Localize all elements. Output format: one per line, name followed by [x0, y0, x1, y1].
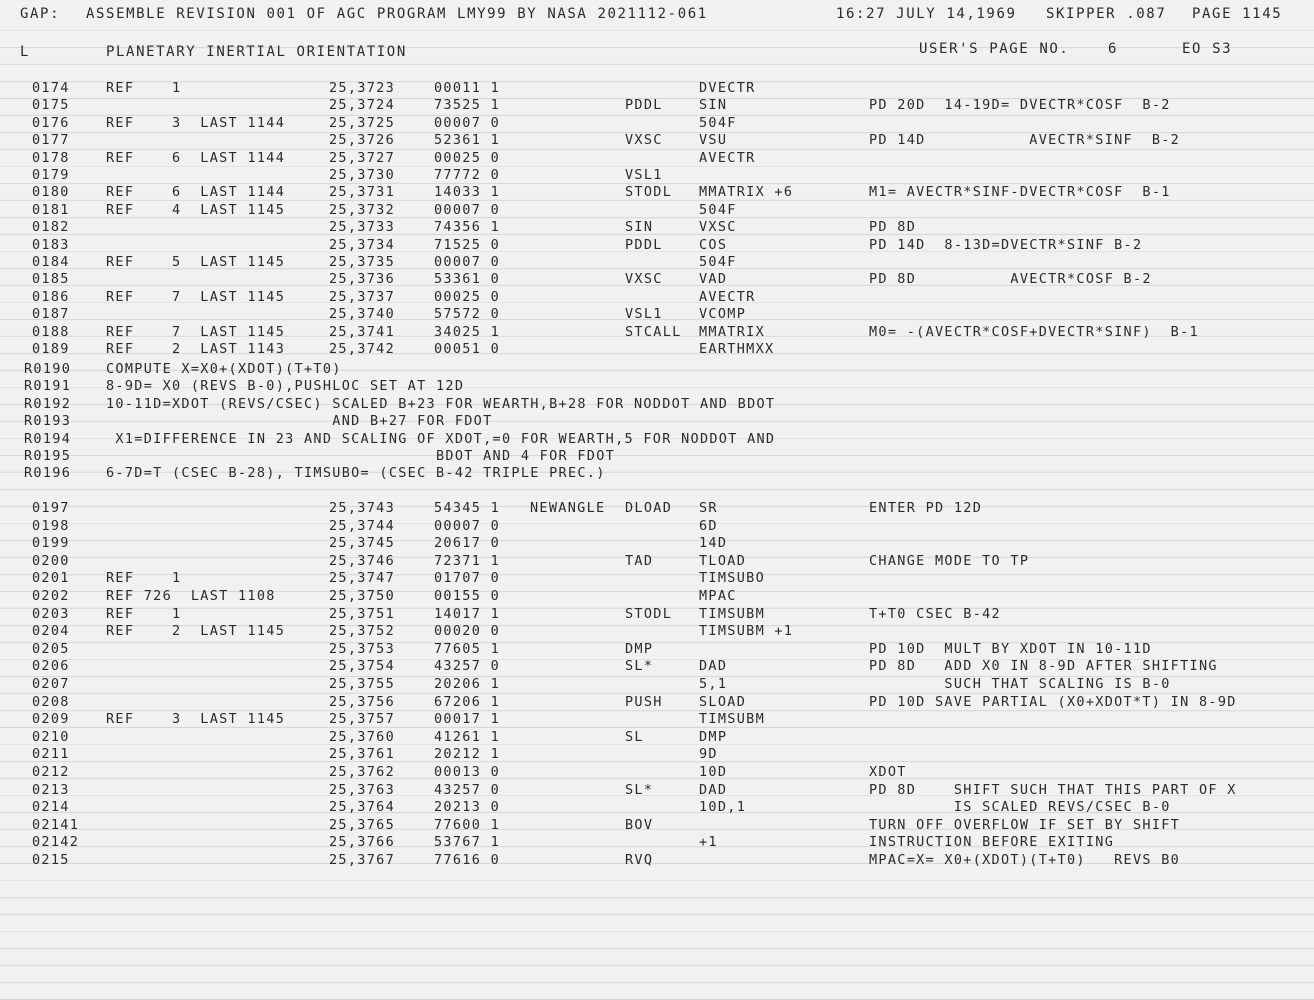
operand: DAD [699, 658, 728, 675]
opcode: VSL1 [625, 306, 663, 323]
address: 25,3761 [329, 746, 395, 763]
ref-info: REF 7 LAST 1145 [106, 288, 286, 305]
octal-word: 20212 1 [434, 746, 500, 763]
address: 25,3735 [329, 254, 395, 270]
opcode: RVQ [625, 852, 654, 868]
address: 25,3743 [329, 500, 395, 516]
comment: CHANGE MODE TO TP [869, 552, 1030, 569]
address: 25,3741 [329, 323, 395, 340]
address: 25,3726 [329, 132, 395, 149]
octal-word: 53767 1 [434, 834, 500, 851]
address: 25,3736 [329, 271, 395, 288]
remark-line-number: R0191 [24, 378, 72, 395]
line-number: 0205 [32, 640, 70, 657]
line-number: 0182 [32, 219, 70, 236]
octal-word: 57572 0 [434, 306, 500, 323]
octal-word: 00051 0 [434, 341, 500, 357]
line-number: 0209 [32, 711, 70, 728]
operand: 10D,1 [699, 799, 747, 816]
line-number: 0213 [32, 781, 70, 798]
line-number: 0203 [32, 605, 70, 622]
listing-row [0, 150, 1314, 167]
address: 25,3753 [329, 640, 395, 657]
remark-row [0, 396, 1314, 413]
opcode: VXSC [625, 132, 663, 149]
ref-info: REF 3 LAST 1144 [106, 114, 286, 131]
octal-word: 77605 1 [434, 640, 500, 657]
address: 25,3766 [329, 834, 395, 851]
listing-row [0, 167, 1314, 184]
remark-text: COMPUTE X=X0+(XDOT)(T+T0) [106, 361, 342, 377]
opcode: BOV [625, 816, 654, 833]
line-number: 0202 [32, 588, 70, 604]
listing-row [0, 570, 1314, 587]
operand: MPAC [699, 588, 737, 604]
listing-row [0, 658, 1314, 675]
line-number: 0180 [32, 184, 70, 201]
operand: SR [699, 500, 718, 516]
page-number: PAGE 1145 [1192, 6, 1283, 22]
line-number: 0178 [32, 149, 70, 166]
listing-row [0, 782, 1314, 799]
octal-word: 20213 0 [434, 799, 500, 816]
operand: VXSC [699, 219, 737, 236]
remark-line-number: R0194 [24, 430, 72, 447]
operand: TIMSUBM [699, 605, 765, 622]
users-page-number: 6 [1108, 41, 1119, 57]
line-number: 0176 [32, 114, 70, 131]
ref-info: REF 726 LAST 1108 [106, 588, 276, 604]
address: 25,3744 [329, 517, 395, 534]
address: 25,3740 [329, 306, 395, 323]
listing-row [0, 271, 1314, 288]
listing-row [0, 711, 1314, 728]
address: 25,3737 [329, 288, 395, 305]
address: 25,3757 [329, 711, 395, 728]
listing-row [0, 588, 1314, 605]
address: 25,3767 [329, 852, 395, 868]
operand: DAD [699, 781, 728, 798]
address: 25,3734 [329, 236, 395, 253]
operand: EARTHMXX [699, 341, 775, 357]
octal-word: 14017 1 [434, 605, 500, 622]
octal-word: 01707 0 [434, 570, 500, 587]
octal-word: 43257 0 [434, 781, 500, 798]
listing-row [0, 97, 1314, 114]
ref-info: REF 1 [106, 80, 182, 96]
line-number: 0197 [32, 500, 70, 516]
ref-info: REF 6 LAST 1144 [106, 184, 286, 201]
octal-word: 77600 1 [434, 816, 500, 833]
comment: M0= -(AVECTR*COSF+DVECTR*SINF) B-1 [869, 323, 1199, 340]
listing-row [0, 324, 1314, 341]
listing-row [0, 764, 1314, 781]
section-title: PLANETARY INERTIAL ORIENTATION [106, 44, 407, 60]
assembly-title: ASSEMBLE REVISION 001 OF AGC PROGRAM LMY99 BY NASA 2021112-061 [86, 6, 708, 22]
listing-row [0, 184, 1314, 201]
octal-word: 00013 0 [434, 764, 500, 780]
line-number: 0189 [32, 341, 70, 357]
address: 25,3762 [329, 764, 395, 780]
octal-word: 43257 0 [434, 658, 500, 675]
listing-row [0, 746, 1314, 763]
comment: XDOT [869, 764, 907, 780]
address: 25,3733 [329, 219, 395, 236]
octal-word: 52361 1 [434, 132, 500, 149]
address: 25,3754 [329, 658, 395, 675]
octal-word: 74356 1 [434, 219, 500, 236]
comment: TURN OFF OVERFLOW IF SET BY SHIFT [869, 816, 1181, 833]
remark-text: AND B+27 FOR FDOT [106, 413, 493, 430]
listing-row [0, 817, 1314, 834]
line-number: 0201 [32, 570, 70, 587]
operand: MMATRIX +6 [699, 184, 794, 201]
operand: VAD [699, 271, 728, 288]
ref-info: REF 7 LAST 1145 [106, 323, 286, 340]
line-number: 02141 [32, 816, 80, 833]
octal-word: 20617 0 [434, 535, 500, 552]
address: 25,3746 [329, 552, 395, 569]
address: 25,3727 [329, 149, 395, 166]
line-number: 0188 [32, 323, 70, 340]
line-number: 0211 [32, 746, 70, 763]
opcode: SL [625, 728, 644, 745]
operand: TLOAD [699, 552, 747, 569]
octal-word: 00011 1 [434, 80, 500, 96]
ref-info: REF 2 LAST 1145 [106, 623, 286, 640]
comment: M1= AVECTR*SINF-DVECTR*COSF B-1 [869, 184, 1171, 201]
remark-text: 10-11D=XDOT (REVS/CSEC) SCALED B+23 FOR WEARTH,B+28 FOR NODDOT AND BDOT [106, 395, 776, 412]
remark-row [0, 413, 1314, 430]
octal-word: 73525 1 [434, 97, 500, 114]
operand: AVECTR [699, 288, 756, 305]
remark-row [0, 431, 1314, 448]
operator: SKIPPER .087 [1046, 6, 1167, 22]
line-number: 0187 [32, 306, 70, 323]
listing-row [0, 694, 1314, 711]
listing-row [0, 500, 1314, 517]
line-number: 0184 [32, 254, 70, 270]
line-number: 0177 [32, 132, 70, 149]
operand: VCOMP [699, 306, 747, 323]
octal-word: 00007 0 [434, 201, 500, 218]
octal-word: 77616 0 [434, 852, 500, 868]
remark-line-number: R0193 [24, 413, 72, 430]
line-number: 0210 [32, 728, 70, 745]
address: 25,3730 [329, 167, 395, 183]
octal-word: 00025 0 [434, 149, 500, 166]
octal-word: 71525 0 [434, 236, 500, 253]
line-number: 0198 [32, 517, 70, 534]
operand: 9D [699, 746, 718, 763]
operand: VSU [699, 132, 728, 149]
listing-row [0, 202, 1314, 219]
line-number: 0186 [32, 288, 70, 305]
comment: PD 10D SAVE PARTIAL (X0+XDOT*T) IN 8-9D [869, 693, 1237, 710]
operand: 10D [699, 764, 728, 780]
octal-word: 72371 1 [434, 552, 500, 569]
address: 25,3742 [329, 341, 395, 357]
operand: TIMSUBO [699, 570, 765, 587]
listing-mark: L [20, 44, 31, 60]
comment: T+T0 CSEC B-42 [869, 605, 1001, 622]
octal-word: 54345 1 [434, 500, 500, 516]
address: 25,3724 [329, 97, 395, 114]
opcode: STODL [625, 605, 673, 622]
comment: PD 14D 8-13D=DVECTR*SINF B-2 [869, 236, 1143, 253]
listing-row [0, 553, 1314, 570]
remark-row [0, 361, 1314, 378]
address: 25,3745 [329, 535, 395, 552]
operand: 6D [699, 517, 718, 534]
operand: 14D [699, 535, 728, 552]
listing-row [0, 115, 1314, 132]
line-number: 0212 [32, 764, 70, 780]
octal-word: 00007 0 [434, 517, 500, 534]
line-number: 0175 [32, 97, 70, 114]
address: 25,3760 [329, 728, 395, 745]
comment: PD 8D ADD X0 IN 8-9D AFTER SHIFTING [869, 658, 1218, 675]
ref-info: REF 1 [106, 570, 182, 587]
operand: SLOAD [699, 693, 747, 710]
octal-word: 41261 1 [434, 728, 500, 745]
address: 25,3750 [329, 588, 395, 604]
address: 25,3751 [329, 605, 395, 622]
eo-marker: EO S3 [1182, 41, 1233, 57]
remark-line-number: R0192 [24, 395, 72, 412]
opcode: TAD [625, 552, 654, 569]
operand: COS [699, 236, 728, 253]
octal-word: 00007 0 [434, 114, 500, 131]
octal-word: 00007 0 [434, 254, 500, 270]
remark-line-number: R0195 [24, 448, 72, 464]
octal-word: 00155 0 [434, 588, 500, 604]
opcode: PDDL [625, 236, 663, 253]
opcode: SIN [625, 219, 654, 236]
listing-row [0, 623, 1314, 640]
address: 25,3765 [329, 816, 395, 833]
listing-row [0, 535, 1314, 552]
remark-line-number: R0190 [24, 361, 72, 377]
octal-word: 34025 1 [434, 323, 500, 340]
opcode: VSL1 [625, 167, 663, 183]
listing-row [0, 289, 1314, 306]
listing-row [0, 641, 1314, 658]
line-number: 0174 [32, 80, 70, 96]
ref-info: REF 5 LAST 1145 [106, 254, 286, 270]
line-number: 0200 [32, 552, 70, 569]
timestamp: 16:27 JULY 14,1969 [836, 6, 1017, 22]
opcode: SL* [625, 781, 654, 798]
listing-row [0, 341, 1314, 358]
listing-row [0, 80, 1314, 97]
operand: 504F [699, 114, 737, 131]
listing-row [0, 606, 1314, 623]
comment: PD 20D 14-19D= DVECTR*COSF B-2 [869, 97, 1171, 114]
users-page-label: USER'S PAGE NO. [919, 41, 1070, 57]
listing-row [0, 254, 1314, 271]
address: 25,3723 [329, 80, 395, 96]
operand: TIMSUBM [699, 711, 765, 728]
octal-word: 00020 0 [434, 623, 500, 640]
listing-row [0, 799, 1314, 816]
octal-word: 77772 0 [434, 167, 500, 183]
octal-word: 14033 1 [434, 184, 500, 201]
operand: +1 [699, 834, 718, 851]
octal-word: 67206 1 [434, 693, 500, 710]
operand: 504F [699, 201, 737, 218]
remark-text: BDOT AND 4 FOR FDOT [106, 448, 616, 464]
address: 25,3752 [329, 623, 395, 640]
octal-word: 53361 0 [434, 271, 500, 288]
line-number: 0199 [32, 535, 70, 552]
octal-word: 20206 1 [434, 676, 500, 692]
comment: ENTER PD 12D [869, 500, 983, 516]
comment: PD 10D MULT BY XDOT IN 10-11D [869, 640, 1152, 657]
address: 25,3764 [329, 799, 395, 816]
opcode: DLOAD [625, 500, 673, 516]
opcode: PUSH [625, 693, 663, 710]
operand: 504F [699, 254, 737, 270]
remark-row [0, 448, 1314, 465]
address: 25,3763 [329, 781, 395, 798]
opcode: DMP [625, 640, 654, 657]
comment: PD 14D AVECTR*SINF B-2 [869, 132, 1181, 149]
listing-row [0, 132, 1314, 149]
address: 25,3732 [329, 201, 395, 218]
comment: PD 8D [869, 219, 917, 236]
line-number: 0181 [32, 201, 70, 218]
line-number: 0183 [32, 236, 70, 253]
remark-line-number: R0196 [24, 465, 72, 482]
address: 25,3725 [329, 114, 395, 131]
comment: IS SCALED REVS/CSEC B-0 [869, 799, 1171, 816]
opcode: STODL [625, 184, 673, 201]
listing-row [0, 237, 1314, 254]
comment: INSTRUCTION BEFORE EXITING [869, 834, 1115, 851]
opcode: SL* [625, 658, 654, 675]
line-number: 0206 [32, 658, 70, 675]
ref-info: REF 2 LAST 1143 [106, 341, 286, 357]
line-number: 0208 [32, 693, 70, 710]
line-number: 0215 [32, 852, 70, 868]
comment: PD 8D SHIFT SUCH THAT THIS PART OF X [869, 781, 1237, 798]
operand: 5,1 [699, 676, 728, 692]
remark-text: 6-7D=T (CSEC B-28), TIMSUBO= (CSEC B-42 TRIPLE PREC.) [106, 465, 606, 482]
line-number: 0179 [32, 167, 70, 183]
listing-row [0, 834, 1314, 851]
listing-row [0, 219, 1314, 236]
opcode: PDDL [625, 97, 663, 114]
operand: DVECTR [699, 80, 756, 96]
operand: AVECTR [699, 149, 756, 166]
label: NEWANGLE [530, 500, 606, 516]
line-number: 0185 [32, 271, 70, 288]
comment: SUCH THAT SCALING IS B-0 [869, 676, 1171, 692]
gap-label: GAP: [20, 6, 61, 22]
ref-info: REF 3 LAST 1145 [106, 711, 286, 728]
opcode: VXSC [625, 271, 663, 288]
octal-word: 00025 0 [434, 288, 500, 305]
listing-row [0, 852, 1314, 869]
address: 25,3756 [329, 693, 395, 710]
remark-text: X1=DIFFERENCE IN 23 AND SCALING OF XDOT,=0 FOR WEARTH,5 FOR NODDOT AND [106, 430, 776, 447]
line-number: 0204 [32, 623, 70, 640]
ref-info: REF 6 LAST 1144 [106, 149, 286, 166]
octal-word: 00017 1 [434, 711, 500, 728]
address: 25,3731 [329, 184, 395, 201]
operand: SIN [699, 97, 728, 114]
opcode: STCALL [625, 323, 682, 340]
remark-row [0, 465, 1314, 482]
listing-row [0, 518, 1314, 535]
operand: MMATRIX [699, 323, 765, 340]
operand: DMP [699, 728, 728, 745]
listing-row [0, 676, 1314, 693]
address: 25,3747 [329, 570, 395, 587]
listing-row [0, 306, 1314, 323]
listing-row [0, 729, 1314, 746]
remark-text: 8-9D= X0 (REVS B-0),PUSHLOC SET AT 12D [106, 378, 465, 395]
comment: MPAC=X= X0+(XDOT)(T+T0) REVS B0 [869, 852, 1181, 868]
remark-row [0, 378, 1314, 395]
ref-info: REF 1 [106, 605, 182, 622]
comment: PD 8D AVECTR*COSF B-2 [869, 271, 1152, 288]
line-number: 02142 [32, 834, 80, 851]
operand: TIMSUBM +1 [699, 623, 794, 640]
line-number: 0214 [32, 799, 70, 816]
line-number: 0207 [32, 676, 70, 692]
ref-info: REF 4 LAST 1145 [106, 201, 286, 218]
address: 25,3755 [329, 676, 395, 692]
